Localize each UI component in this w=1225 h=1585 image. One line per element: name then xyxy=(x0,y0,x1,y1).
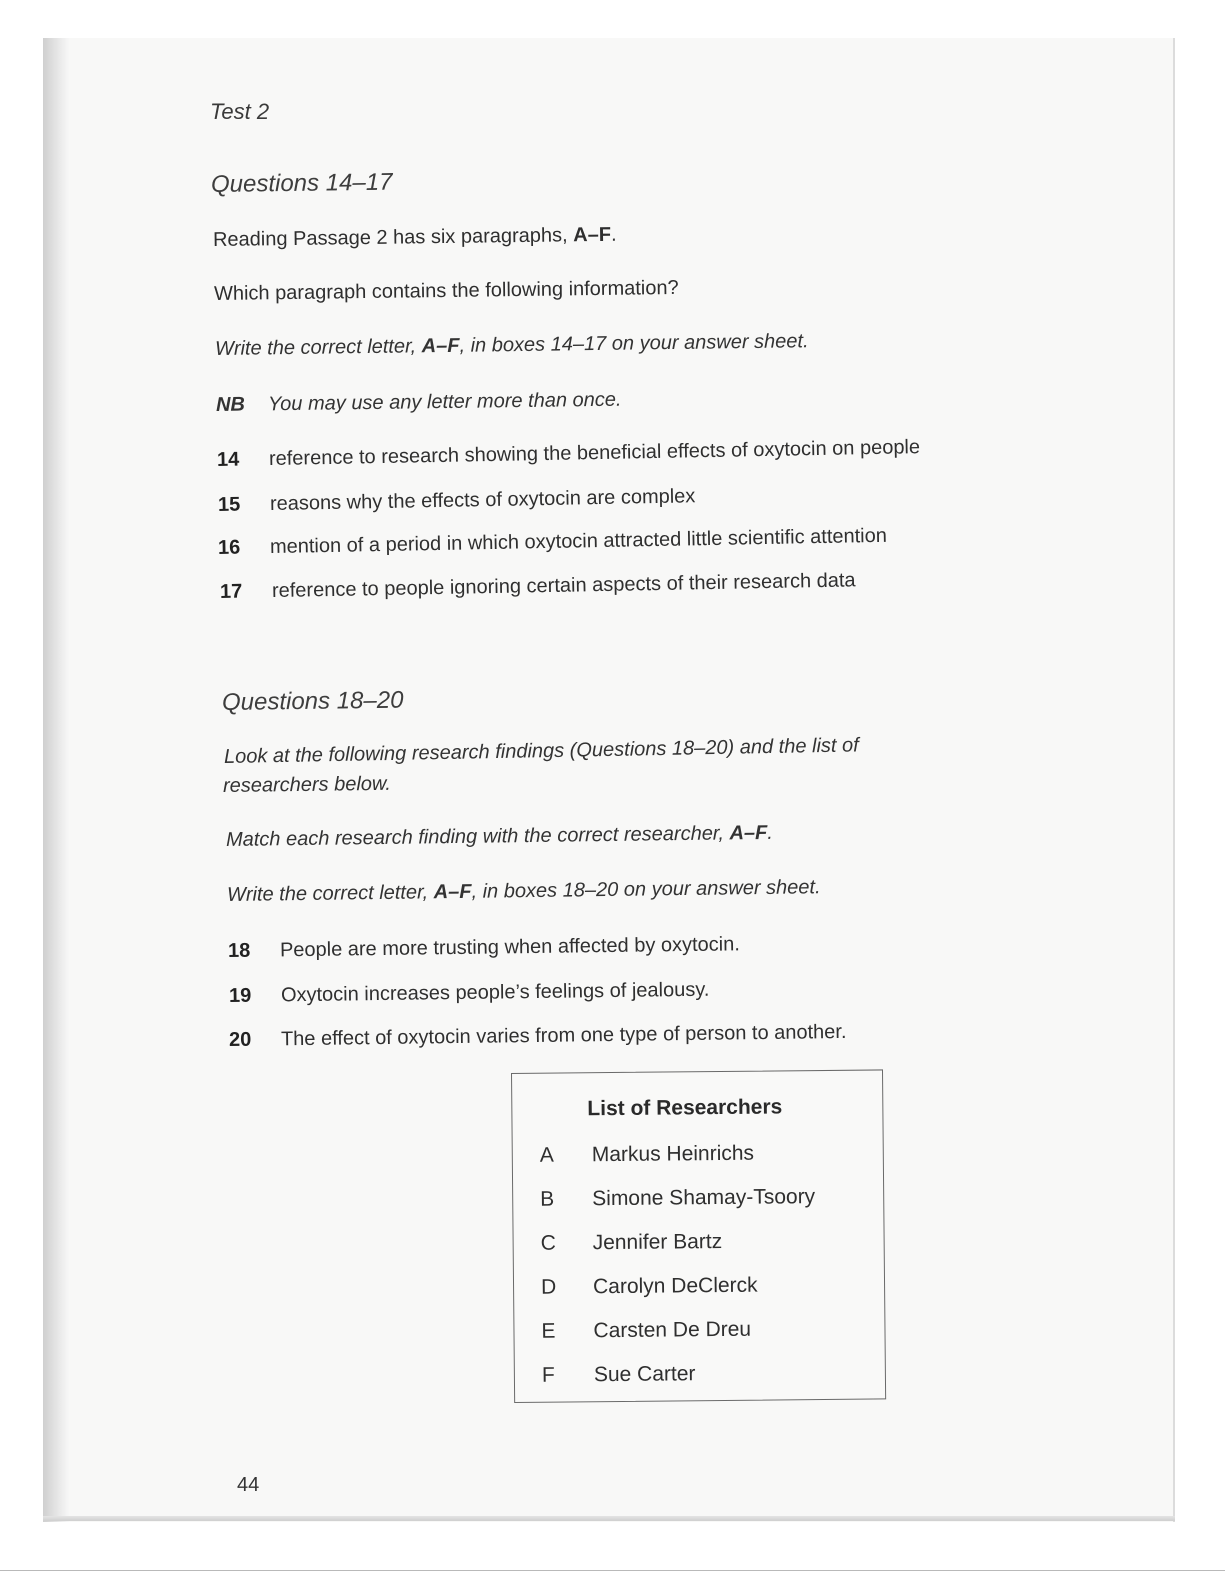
question-number: 17 xyxy=(219,580,243,603)
s1-write-letters: A–F xyxy=(421,334,460,358)
nb-text: You may use any letter more than once. xyxy=(267,388,622,416)
question-number: 18 xyxy=(227,939,251,962)
s1-write-end: , in boxes 14–17 on your answer sheet. xyxy=(459,330,809,357)
page-bottom-edge xyxy=(43,1516,1175,1521)
researchers-list-title: List of Researchers xyxy=(587,1095,783,1121)
researcher-name: Carsten De Dreu xyxy=(593,1317,752,1343)
researcher-name: Simone Shamay-Tsoory xyxy=(592,1185,816,1211)
s2-write-end: , in boxes 18–20 on your answer sheet. xyxy=(471,876,821,903)
question-number: 20 xyxy=(228,1028,252,1051)
s2-match-end: . xyxy=(767,821,774,844)
s1-letter-range: A–F xyxy=(573,223,612,247)
s2-match-letters: A–F xyxy=(729,821,768,845)
s1-instruction-which: Which paragraph contains the following information? xyxy=(213,276,679,305)
researcher-row-e xyxy=(541,1318,751,1344)
s1-write-text: Write the correct letter, xyxy=(214,335,422,360)
s2-instruction-look-line1: Look at the following research findings (Questions 18–20) and the list of xyxy=(223,734,859,768)
researcher-name: Markus Heinrichs xyxy=(591,1141,755,1167)
nb-label: NB xyxy=(215,393,246,416)
s2-write-letters: A–F xyxy=(433,880,472,904)
question-text: Oxytocin increases people’s feelings of jealousy. xyxy=(280,978,710,1007)
question-text: reasons why the effects of oxytocin are complex xyxy=(269,485,696,516)
researcher-name: Sue Carter xyxy=(593,1362,696,1387)
researcher-letter: F xyxy=(541,1363,555,1387)
researcher-letter: A xyxy=(539,1143,554,1167)
question-text: People are more trusting when affected by oxytocin. xyxy=(279,933,740,962)
researcher-letter: D xyxy=(540,1275,557,1299)
researcher-row-c xyxy=(541,1230,723,1256)
questions-18-20-heading: Questions 18–20 xyxy=(221,686,404,716)
researcher-name: Carolyn DeClerck xyxy=(592,1273,758,1299)
researcher-row-a xyxy=(540,1142,754,1168)
question-text: The effect of oxytocin varies from one type of person to another. xyxy=(280,1020,847,1051)
question-text: mention of a period in which oxytocin attracted little scientific attention xyxy=(269,524,888,559)
question-number: 16 xyxy=(217,536,241,559)
questions-14-17-heading: Questions 14–17 xyxy=(210,168,393,198)
researcher-letter: B xyxy=(540,1187,555,1211)
question-number: 19 xyxy=(228,984,252,1007)
question-text: reference to research showing the beneficial effects of oxytocin on people xyxy=(268,436,921,471)
s2-instruction-look-line2: researchers below. xyxy=(222,772,391,797)
researcher-letter: C xyxy=(540,1231,556,1255)
scan-bottom-rule xyxy=(0,1570,1225,1571)
s2-match-text: Match each research finding with the correct researcher, xyxy=(225,822,730,851)
researcher-row-f xyxy=(542,1362,696,1387)
s2-write-text: Write the correct letter, xyxy=(226,881,434,906)
question-number: 15 xyxy=(217,493,241,516)
page-number: 44 xyxy=(237,1474,260,1496)
researcher-name: Jennifer Bartz xyxy=(592,1229,723,1255)
researcher-row-d xyxy=(541,1274,758,1300)
question-number: 14 xyxy=(216,448,240,471)
question-text: reference to people ignoring certain aspects of their research data xyxy=(271,569,856,603)
researcher-row-b xyxy=(540,1185,815,1212)
s1-instruction-text: Reading Passage 2 has six paragraphs, xyxy=(212,224,574,251)
s1-instruction-end: . xyxy=(610,223,617,246)
running-head: Test 2 xyxy=(210,99,270,124)
scan-shadow-left xyxy=(43,38,69,1522)
researcher-letter: E xyxy=(541,1319,556,1343)
researchers-list-box xyxy=(511,1069,886,1403)
